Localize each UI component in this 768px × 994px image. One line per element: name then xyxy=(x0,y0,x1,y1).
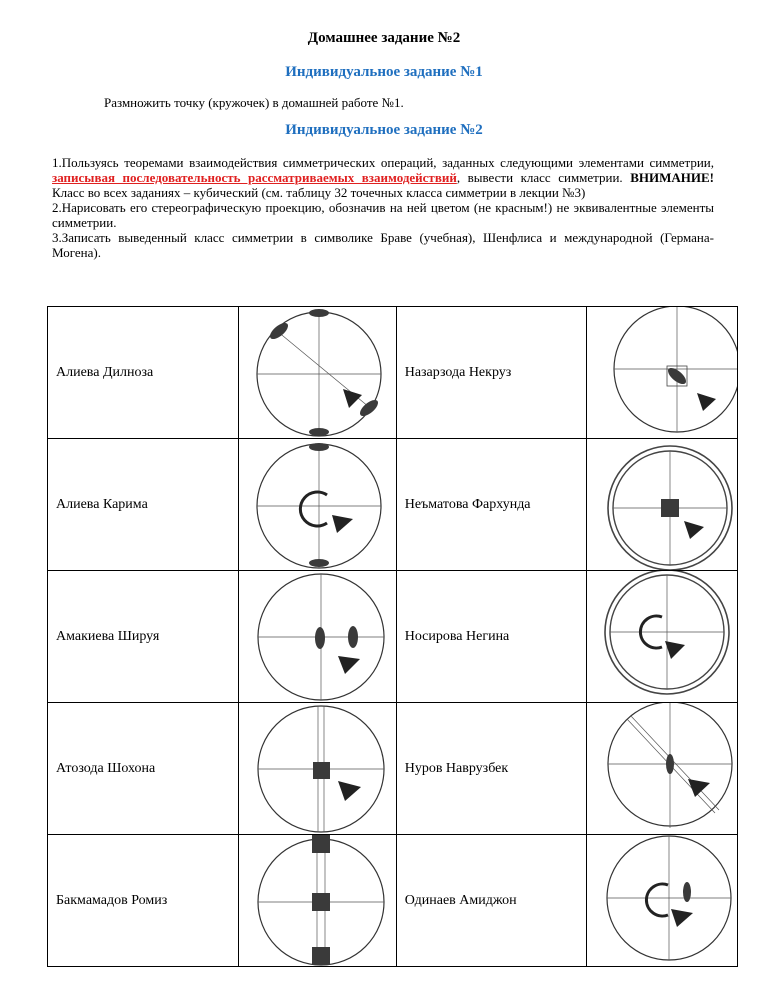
task2-p1-end: Класс во всех заданиях – кубический (см. таблицу 32 точечных класса симметрии в лекции №3) xyxy=(52,185,586,200)
triangle-icon xyxy=(665,641,685,659)
task2-p2: 2.Нарисовать его стереографическую проекцию, обозначив на ней цветом (не красным!) не эквивалентные элементы симметрии. xyxy=(52,200,714,230)
stereo-projection xyxy=(238,439,396,571)
task2-p1-start: 1.Пользуясь теоремами взаимодействия симметрических операций, заданных следующими элементами симметрии, xyxy=(52,155,714,170)
page-title: Домашнее задание №2 xyxy=(307,30,461,46)
triangle-icon xyxy=(338,781,361,801)
ellipse-icon xyxy=(683,882,691,902)
student-name: Одинаев Амиджон xyxy=(396,835,586,967)
stereo-projection xyxy=(238,307,396,439)
task1-title: Индивидуальное задание №1 xyxy=(285,64,483,80)
triangle-icon xyxy=(338,656,360,674)
student-name: Бакмамадов Ромиз xyxy=(48,835,239,967)
stereo-projection xyxy=(586,835,737,967)
stereo-projection xyxy=(586,439,737,571)
triangle-icon xyxy=(671,909,693,927)
stereo-projection xyxy=(238,835,396,967)
students-table xyxy=(47,306,738,967)
ellipse-icon xyxy=(348,626,358,648)
stereo-projection xyxy=(238,571,396,703)
triangle-icon xyxy=(684,521,704,539)
student-name: Назарзода Некруз xyxy=(396,307,586,439)
ellipse-icon xyxy=(666,754,674,774)
ellipse-icon xyxy=(267,320,290,342)
ellipse-icon xyxy=(309,559,329,567)
stereo-projection xyxy=(238,703,396,835)
table-row xyxy=(48,439,738,571)
table-row xyxy=(48,571,738,703)
task2-text xyxy=(52,155,714,260)
student-name: Амакиева Шируя xyxy=(48,571,239,703)
ellipse-icon xyxy=(315,627,325,649)
square-icon xyxy=(661,499,679,517)
student-name: Носирова Негина xyxy=(396,571,586,703)
task2-p1-mid: , вывести класс симметрии. xyxy=(456,170,631,185)
square-icon xyxy=(313,762,330,779)
ellipse-icon xyxy=(309,428,329,436)
student-name: Неъматова Фархунда xyxy=(396,439,586,571)
c-arrow-icon xyxy=(646,884,668,916)
square-icon xyxy=(312,835,330,853)
c-arrow-icon xyxy=(300,492,327,526)
student-name: Алиева Дилноза xyxy=(48,307,239,439)
triangle-icon xyxy=(697,393,716,411)
table-row xyxy=(48,307,738,439)
student-name: Нуров Наврузбек xyxy=(396,703,586,835)
stereo-projection xyxy=(586,703,737,835)
task2-p3: 3.Записать выведенный класс симметрии в символике Браве (учебная), Шенфлиса и международной (Германа-Могена). xyxy=(52,230,714,260)
table-row xyxy=(48,835,738,967)
triangle-icon xyxy=(332,515,353,533)
stereo-projection xyxy=(586,571,737,703)
task2-p1-bold: ВНИМАНИЕ! xyxy=(630,170,714,185)
ellipse-icon xyxy=(309,309,329,317)
square-icon xyxy=(312,893,330,911)
student-name: Алиева Карима xyxy=(48,439,239,571)
task1-text: Размножить точку (кружочек) в домашней работе №1. xyxy=(104,95,404,110)
task2-title: Индивидуальное задание №2 xyxy=(285,122,483,138)
student-name: Атозода Шохона xyxy=(48,703,239,835)
task2-p1-red: записывая последовательность рассматриваемых взаимодействий xyxy=(52,170,457,185)
table-row xyxy=(48,703,738,835)
square-icon xyxy=(312,947,330,965)
stereo-projection xyxy=(586,307,737,439)
ellipse-icon xyxy=(309,443,329,451)
